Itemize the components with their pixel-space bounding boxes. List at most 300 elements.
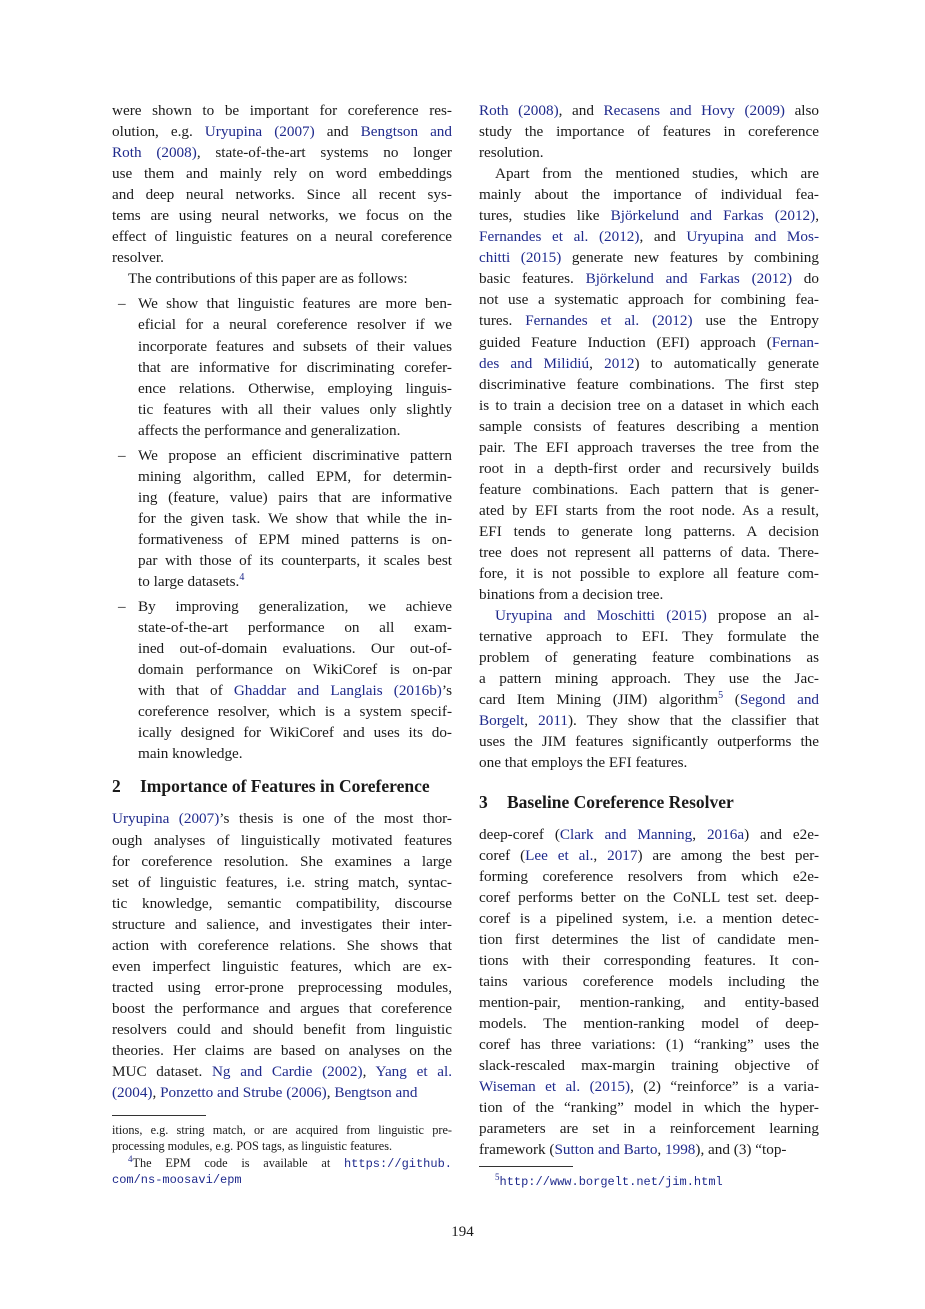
contribution-item [112, 596, 452, 764]
text: root in a depth-first order and recursively builds [479, 459, 819, 477]
text: ). They show that the classifier that [567, 712, 819, 730]
text-line [112, 638, 452, 659]
citation-link[interactable]: 2017 [607, 846, 638, 864]
text [169, 810, 178, 827]
footnote-line [479, 1173, 819, 1189]
citation-link[interactable]: (2007) [274, 123, 315, 141]
text-line [479, 950, 819, 971]
text-line [479, 1034, 819, 1055]
text: guided Feature Induction (EFI) approach ( [479, 333, 772, 351]
text: use them and mainly rely on word embeddings [112, 165, 452, 183]
text-line [112, 914, 452, 935]
text-line [112, 1082, 452, 1103]
text-line [112, 998, 452, 1019]
text [655, 607, 666, 624]
text-line [112, 314, 452, 335]
citation-link[interactable]: (2012) [598, 228, 640, 246]
text: slack-rescaled max-margin training objective of [479, 1057, 819, 1075]
text-line [112, 163, 452, 184]
text-line [479, 626, 819, 647]
text-line [112, 956, 452, 977]
text-line [479, 605, 819, 626]
citation-link[interactable]: (2012) [652, 312, 693, 330]
footnote-rule [479, 1166, 573, 1167]
bullet-dash: – [118, 295, 126, 313]
text: , [657, 1141, 666, 1159]
text: basic features. [479, 270, 586, 288]
text-line [479, 163, 819, 184]
text-line [479, 971, 819, 992]
text: parameters are set in a reinforcement learning [479, 1120, 819, 1138]
text: ough analyses of linguistically motivated features [112, 831, 452, 849]
citation-link[interactable]: Uryupina [204, 123, 263, 141]
text: Apart from the mentioned studies, which are [495, 165, 819, 183]
text: ’s thesis is one of the most thor- [219, 810, 452, 828]
citation-link[interactable]: Borgelt [479, 712, 525, 730]
text-line [479, 205, 819, 226]
citation-link[interactable]: Björkelund and Farkas [610, 207, 764, 225]
text: pair. The EFI approach traverses the tree from the [479, 438, 819, 456]
section-title: Importance of Features in Coreference [140, 776, 430, 797]
footnote-line [112, 1122, 452, 1138]
text-line [479, 458, 819, 479]
text-line [112, 508, 452, 529]
text-line [479, 908, 819, 929]
text: mining algorithm, called EPM, for determin- [138, 467, 452, 485]
text: , [593, 846, 608, 864]
text: action with coreference relations. She shows that [112, 936, 452, 954]
text-line [479, 929, 819, 950]
text: propose an al- [706, 607, 820, 625]
text: , [692, 825, 707, 843]
apart-paragraph [479, 163, 819, 605]
text-line [479, 100, 819, 121]
text-line [112, 808, 452, 829]
citation-link[interactable]: (2009) [744, 102, 785, 119]
text: effect of linguistic features on a neural coreference [112, 228, 452, 246]
text: were shown to be important for coreference res- [112, 102, 452, 119]
text: , [152, 1084, 161, 1102]
citation-link[interactable]: (2012) [751, 270, 793, 288]
text: , [815, 207, 819, 225]
citation-link[interactable]: chitti [479, 249, 511, 267]
text [509, 102, 519, 119]
text: ’s [441, 682, 453, 700]
text-line [112, 420, 452, 441]
citation-link[interactable]: Recasens and Hovy [603, 102, 735, 119]
text-line [112, 487, 452, 508]
text-line [479, 353, 819, 374]
text-line [479, 416, 819, 437]
text: ) and e2e- [744, 825, 819, 843]
text: tures. [479, 312, 526, 330]
text-line [479, 824, 819, 845]
page-number: 194 [451, 1224, 474, 1240]
text: and [314, 123, 361, 141]
text: coref has three variations: (1) “ranking” uses the [479, 1035, 819, 1053]
footnote-4 [112, 1155, 452, 1187]
text-line [112, 529, 452, 550]
citation-link[interactable]: Sutton and Barto [554, 1141, 658, 1159]
footnote-marker[interactable]: 5 [495, 1172, 500, 1183]
citation-link[interactable]: Fernan- [771, 333, 819, 351]
text-line [479, 752, 819, 773]
text: card Item Mining (JIM) algorithm [479, 691, 719, 709]
text: models. The mention-ranking model of deep- [479, 1014, 819, 1032]
text-line [112, 977, 452, 998]
text-line [112, 336, 452, 357]
text: do [792, 270, 819, 288]
contribution-item [112, 293, 452, 440]
citation-link[interactable]: Bengtson and [360, 123, 452, 141]
text: ) are among the best per- [637, 846, 820, 864]
text: ined out-of-domain evaluations. Our out-of- [138, 640, 452, 658]
text: sample consists of features describing a mention [479, 417, 819, 435]
text-line [479, 142, 819, 163]
citation-link[interactable]: Segond and [739, 691, 820, 709]
citation-link[interactable]: Yang et al. [375, 1063, 452, 1081]
text: tures, studies like [479, 207, 611, 225]
section-title: Baseline Coreference Resolver [507, 791, 734, 812]
text-line [112, 100, 452, 121]
text [764, 207, 775, 224]
section-number: 3 [479, 791, 488, 812]
text: feature combinations. Each pattern that is gener- [479, 480, 819, 498]
text: resolvers could and should benefit from linguistic [112, 1020, 452, 1038]
text-line [479, 247, 819, 268]
footnote-line [112, 1138, 452, 1154]
right-column [479, 100, 819, 1190]
text-line [112, 1019, 452, 1040]
text: forming coreference resolvers from which e2e- [479, 867, 819, 885]
text: coref performs better on the CoNLL test set. deep- [479, 888, 819, 906]
text [588, 228, 599, 245]
footnote-rule [112, 1115, 206, 1116]
citation-link[interactable]: Roth [112, 144, 142, 162]
text-line [479, 395, 819, 416]
text: resolution. [479, 144, 544, 162]
text: ) to automatically generate [634, 354, 819, 372]
text-line [479, 1097, 819, 1118]
text: ing (feature, value) pairs that are informative [138, 488, 452, 506]
text: ated by EFI starts from the root node. As a result, [479, 501, 819, 519]
uryupina-paragraph [479, 605, 819, 773]
text: , and [558, 102, 604, 119]
citation-link[interactable]: Uryupina and Mos- [686, 228, 819, 246]
text: one that employs the EFI features. [479, 754, 688, 772]
text: ically designed for WikiCoref and uses its do- [138, 724, 452, 742]
citation-link[interactable]: 1998 [665, 1141, 696, 1159]
text-line [479, 584, 819, 605]
bullet-dash: – [118, 598, 126, 616]
citation-link[interactable]: (2006) [286, 1084, 327, 1102]
text: , [524, 712, 539, 730]
text-line [112, 445, 452, 466]
citation-link[interactable]: des and Milidiú [479, 354, 590, 372]
text-line [112, 893, 452, 914]
text: The EPM code is available at [132, 1155, 344, 1170]
text: that are informative for discriminating corefer- [138, 358, 452, 376]
citation-link[interactable]: Ghaddar and Langlais [233, 682, 383, 700]
text: , state-of-the-art systems no longer [196, 144, 452, 162]
text: , [362, 1063, 376, 1081]
text-line [112, 226, 452, 247]
contributions-intro: The contributions of this paper are as follows: [128, 270, 408, 288]
citation-link[interactable]: (2002) [322, 1063, 363, 1081]
text: also [784, 102, 820, 119]
text: By improving generalization, we achieve [138, 598, 452, 616]
citation-link[interactable]: Lee et al. [525, 846, 594, 864]
text: use the Entropy [692, 312, 819, 330]
text-line [112, 872, 452, 893]
text: state-of-the-art performance on all exam- [138, 619, 452, 637]
text: domain performance on WikiCoref is on-par [138, 661, 452, 679]
citation-link[interactable]: (2007) [178, 810, 220, 828]
text: main knowledge. [138, 745, 243, 763]
citation-link[interactable]: Fernandes et al. [479, 228, 589, 246]
contribution-item [112, 445, 452, 592]
text-line [479, 268, 819, 289]
citation-link[interactable]: 2012 [604, 354, 635, 372]
continued-paragraph [479, 100, 819, 163]
text-line [479, 992, 819, 1013]
text-line [479, 1139, 819, 1160]
text: coref is a pipelined system, i.e. a mention detec- [479, 909, 819, 927]
text-line [479, 184, 819, 205]
text: , and [639, 228, 687, 246]
text-line [479, 647, 819, 668]
text-line [479, 226, 819, 247]
text: for the given task. We show that while the in- [138, 509, 452, 527]
text-line [112, 184, 452, 205]
text-line [479, 710, 819, 731]
text: ence relations. Otherwise, employing linguis- [138, 379, 452, 397]
text-line [112, 466, 452, 487]
text-line [112, 205, 452, 226]
text-line [479, 1055, 819, 1076]
section-2-heading [112, 774, 452, 798]
text: set of linguistic features, i.e. string match, syntac- [112, 873, 452, 891]
citation-link[interactable]: Bengtson and [334, 1084, 418, 1102]
url-link[interactable]: http://www.borgelt.net/jim.html [499, 1175, 723, 1190]
footnote-line [112, 1171, 452, 1187]
citation-link[interactable]: (2008) [518, 102, 559, 119]
text-line [112, 378, 452, 399]
text-line [479, 563, 819, 584]
left-column [112, 100, 452, 1187]
text: not use a systematic approach for combining fea- [479, 291, 819, 309]
text: tic features with all their values only slightly [138, 400, 452, 418]
text: problem of generating feature combinations as [479, 649, 819, 667]
text: binations from a decision tree. [479, 586, 664, 604]
text: coref ( [479, 846, 526, 864]
footnote-marker[interactable]: 5 [718, 690, 724, 702]
text-line [112, 121, 452, 142]
text: discriminative feature combinations. The first step [479, 375, 819, 393]
text: and deep neural networks. Since all recent sys- [112, 186, 452, 204]
text: uses the JIM features significantly outperforms the [479, 733, 819, 751]
text: par with those of its counterparts, it scales best [138, 551, 452, 569]
text: coreference resolver, which is a system specif- [138, 703, 452, 721]
footnote-marker[interactable]: 4 [128, 1153, 133, 1164]
text: deep-coref ( [479, 825, 560, 843]
text: generate new features by combining [561, 249, 819, 267]
text: , (2) “reinforce” is a varia- [630, 1078, 819, 1096]
text-line [112, 935, 452, 956]
text-line [479, 689, 819, 710]
text-line [112, 550, 452, 571]
citation-link[interactable]: 2016a [706, 825, 745, 843]
citation-link[interactable]: Ng and Cardie [211, 1063, 313, 1081]
citation-link[interactable]: Uryupina [112, 810, 170, 828]
text-line [112, 357, 452, 378]
citation-link[interactable]: (2015) [589, 1078, 631, 1096]
text: is to train a decision tree on a dataset in which each [479, 396, 819, 414]
text-line [479, 437, 819, 458]
text: EFI tends to generate long patterns. A decision [479, 522, 819, 540]
text: olution, e.g. [112, 123, 205, 141]
text-line [112, 617, 452, 638]
text [639, 312, 652, 329]
text: ( [723, 691, 740, 709]
text: tion of the “ranking” model in which the hyper- [479, 1099, 819, 1117]
section-3-heading [479, 790, 819, 814]
text-line [479, 479, 819, 500]
text: structure and salience, and investigates their inter- [112, 915, 452, 933]
text-line [479, 731, 819, 752]
bullet-dash: – [118, 446, 126, 464]
citation-link[interactable]: (2004) [112, 1084, 153, 1102]
text [510, 249, 521, 266]
text-line [112, 399, 452, 420]
text: tions with their corresponding features. It con- [479, 951, 819, 969]
text-line [112, 1040, 452, 1061]
section-2-paragraph [112, 808, 452, 1103]
text [262, 123, 274, 140]
text-line [479, 374, 819, 395]
text [740, 270, 752, 287]
text: processing modules, e.g. POS tags, as linguistic features. [112, 1139, 393, 1154]
text: boost the performance and argues that coreference [112, 999, 452, 1017]
text-line [479, 310, 819, 331]
citation-link[interactable]: (2012) [774, 207, 816, 225]
text-line [112, 659, 452, 680]
footnote-marker[interactable]: 4 [239, 572, 245, 584]
text-line [479, 1076, 819, 1097]
url-link[interactable]: com/ns-moosavi/epm [112, 1172, 242, 1187]
text: mention-pair, mention-ranking, and entity-based [479, 993, 819, 1011]
footnote-line [112, 1155, 452, 1171]
citation-link[interactable]: 2011 [538, 712, 568, 730]
url-link[interactable]: https://github. [343, 1156, 452, 1171]
text-line [112, 247, 452, 268]
text [383, 682, 394, 699]
citation-link[interactable]: Uryupina and Moschitti [495, 607, 656, 625]
text: incorporate features and subsets of their values [138, 337, 452, 355]
text [580, 1078, 589, 1095]
text-line [112, 851, 452, 872]
text: fore, it is not possible to explore all feature com- [479, 565, 819, 583]
text [312, 1063, 322, 1080]
text-line [479, 866, 819, 887]
text-line [112, 680, 452, 701]
citation-link[interactable]: Björkelund and Farkas [585, 270, 740, 288]
text-line [112, 1061, 452, 1082]
text: , [326, 1084, 335, 1102]
text-line [479, 121, 819, 142]
text: framework ( [479, 1141, 555, 1159]
text: tains various coreference models including the [479, 972, 819, 990]
citation-link[interactable]: (2015) [666, 607, 707, 625]
text-line [479, 500, 819, 521]
text: with that of [138, 682, 234, 700]
text-line [112, 293, 452, 314]
text: We propose an efficient discriminative pattern [138, 446, 452, 464]
text: theories. Her claims are based on analyses on the [112, 1041, 452, 1059]
text: a pattern mining approach. They use the Jac- [479, 670, 819, 688]
citation-link[interactable]: Clark and Manning [559, 825, 693, 843]
citation-link[interactable]: Roth [479, 102, 509, 119]
text: mainly about the importance of individual fea- [479, 186, 819, 204]
text: tracted using error-prone preprocessing modules, [112, 978, 452, 996]
section-3-paragraph [479, 824, 819, 1161]
citation-link[interactable]: Ponzetto and Strube [160, 1084, 283, 1102]
text: MUC dataset. [112, 1063, 212, 1081]
text-line [479, 521, 819, 542]
text-line [479, 542, 819, 563]
text: ), and (3) “top- [695, 1141, 787, 1159]
text: ternative approach to EFI. They formulate the [479, 628, 819, 646]
citation-link[interactable]: (2008) [156, 144, 197, 162]
text: We show that linguistic features are more ben- [138, 295, 452, 313]
text-line [479, 845, 819, 866]
text: itions, e.g. string match, or are acquired from linguistic pre- [112, 1123, 452, 1138]
text: for coreference resolution. She examines a large [112, 852, 452, 870]
citation-link[interactable]: (2015) [520, 249, 562, 267]
footnote-5 [479, 1173, 819, 1189]
text: tems are using neural networks, we focus on the [112, 207, 452, 225]
text-line [479, 332, 819, 353]
section-number: 2 [112, 776, 121, 797]
text: tion first determines the list of candidate men- [479, 930, 819, 948]
text-line [479, 1013, 819, 1034]
text: tree does not represent all patterns of data. There- [479, 543, 819, 561]
text-line [112, 596, 452, 617]
citation-link[interactable]: (2016b) [393, 682, 442, 700]
text: eficial for a neural coreference resolver if we [138, 316, 452, 334]
text-line [112, 142, 452, 163]
text-line [112, 701, 452, 722]
text: formativeness of EPM mined patterns is on- [138, 530, 452, 548]
text: tic knowledge, semantic compatibility, discourse [112, 894, 452, 912]
contributions-list [112, 293, 452, 764]
text-line [479, 668, 819, 689]
text: resolver. [112, 249, 164, 267]
text-line [479, 887, 819, 908]
text-line [112, 830, 452, 851]
text: study the importance of features in coreference [479, 123, 819, 141]
text: to large datasets. [138, 573, 240, 591]
text [142, 144, 157, 161]
intro-paragraph [112, 100, 452, 268]
citation-link[interactable]: Fernandes et al. [525, 312, 640, 330]
text-line [112, 743, 452, 764]
text: even imperfect linguistic features, which are ex- [112, 957, 452, 975]
text: , [589, 354, 605, 372]
citation-link[interactable]: Wiseman et al. [479, 1078, 581, 1096]
text-line [112, 571, 452, 592]
text-line [479, 289, 819, 310]
